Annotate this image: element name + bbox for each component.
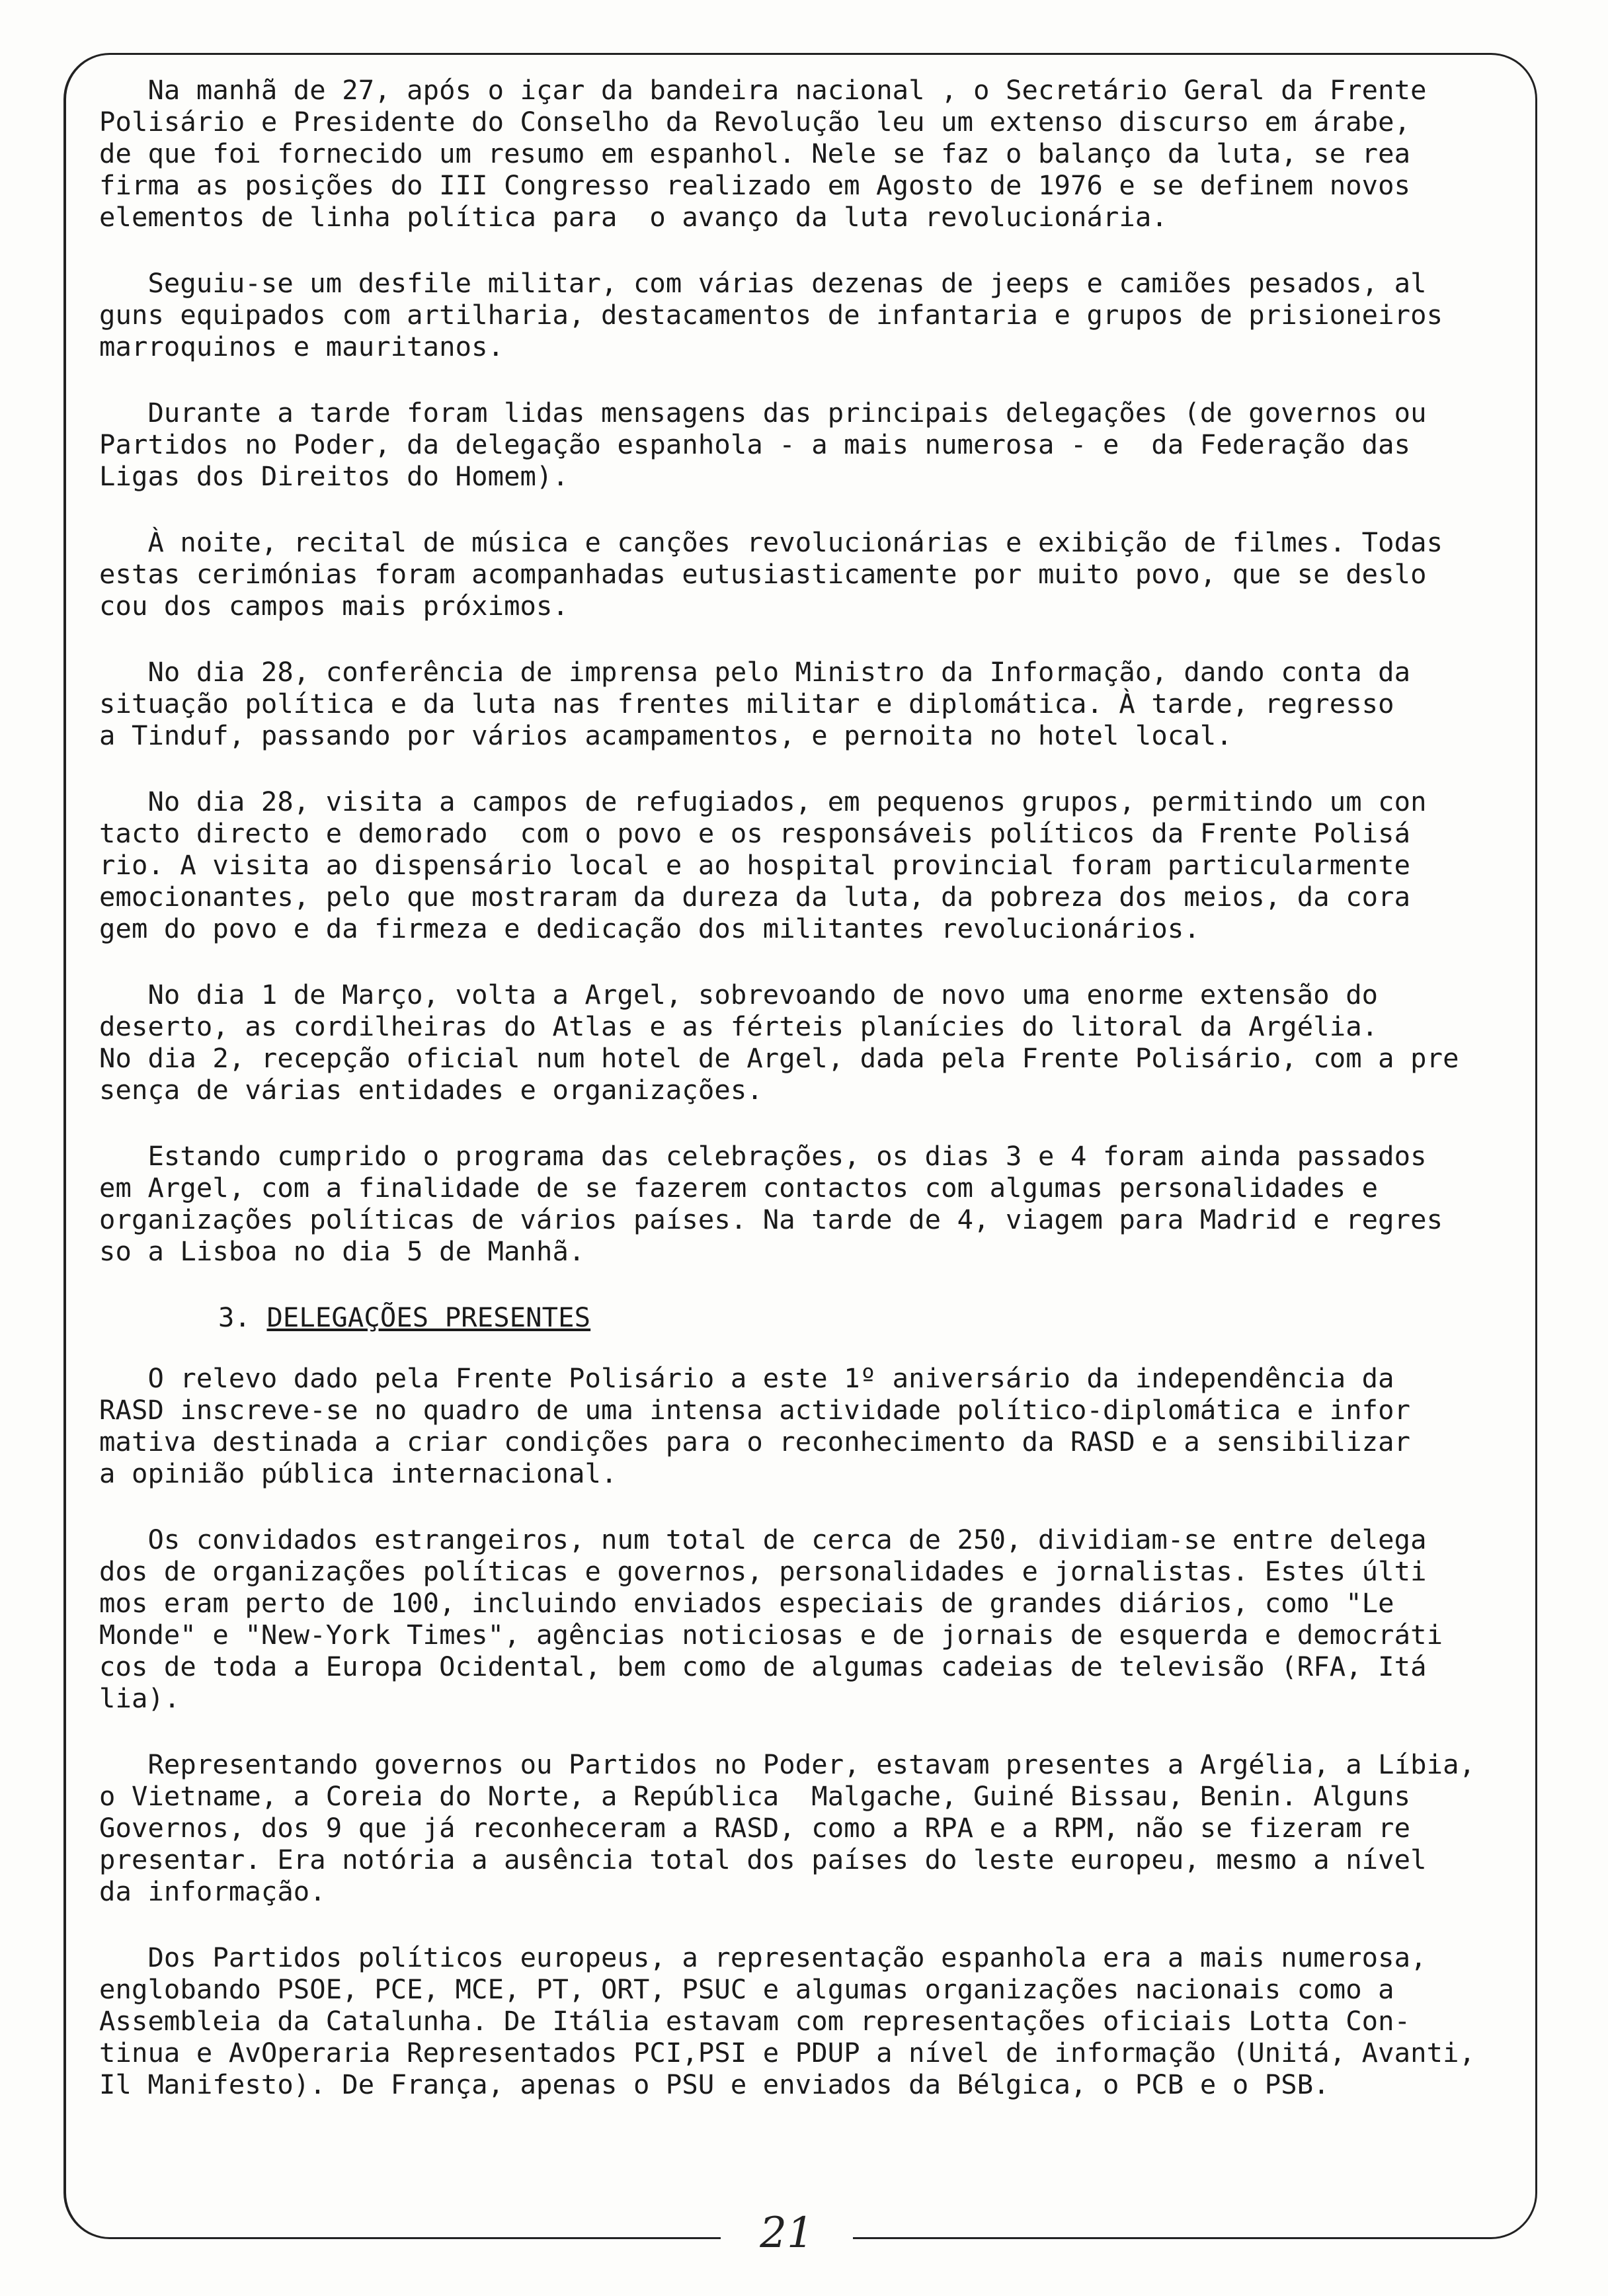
text-line: Polisário e Presidente do Conselho da Revolução leu um extenso discurso em árabe, [99, 106, 1411, 138]
text-line: cou dos campos mais próximos. [99, 590, 569, 622]
page-number: 21 [721, 2209, 853, 2258]
text-line: Representando governos ou Partidos no Poder, estavam presentes a Argélia, a Líbia, [99, 1748, 1476, 1780]
text-line: Os convidados estrangeiros, num total de cerca de 250, dividiam-se entre delega [99, 1524, 1427, 1555]
paragraph [99, 786, 1501, 944]
text-line: RASD inscreve-se no quadro de uma intensa actividade político-diplomática e infor [99, 1394, 1411, 1426]
text-line: marroquinos e mauritanos. [99, 331, 504, 362]
text-line: Governos, dos 9 que já reconheceram a RASD, como a RPA e a RPM, não se fizeram re [99, 1812, 1411, 1844]
text-line: rio. A visita ao dispensário local e ao hospital provincial foram particularmente [99, 849, 1411, 881]
text-line: a opinião pública internacional. [99, 1457, 618, 1489]
paragraph [99, 1140, 1501, 1267]
text-line: Dos Partidos políticos europeus, a representação espanhola era a mais numerosa, [99, 1942, 1427, 1973]
text-line: Durante a tarde foram lidas mensagens das principais delegações (de governos ou [99, 397, 1427, 429]
text-line: Ligas dos Direitos do Homem). [99, 460, 569, 492]
text-line: da informação. [99, 1875, 326, 1907]
text-line: emocionantes, pelo que mostraram da dureza da luta, da pobreza dos meios, da cora [99, 881, 1411, 913]
text-line: No dia 2, recepção oficial num hotel de Argel, dada pela Frente Polisário, com a pre [99, 1042, 1459, 1074]
document-body [99, 74, 1501, 2135]
text-line: o Vietname, a Coreia do Norte, a República Malgache, Guiné Bissau, Benin. Alguns [99, 1780, 1411, 1812]
text-line: No dia 1 de Março, volta a Argel, sobrevoando de novo uma enorme extensão do [99, 979, 1379, 1010]
section-heading [218, 1301, 1501, 1333]
text-line: elementos de linha política para o avanço da luta revolucionária. [99, 201, 1168, 233]
text-line: Il Manifesto). De França, apenas o PSU e enviados da Bélgica, o PCB e o PSB. [99, 2069, 1330, 2100]
text-line: em Argel, com a finalidade de se fazerem contactos com algumas personalidades e [99, 1172, 1379, 1204]
text-line: cos de toda a Europa Ocidental, bem como de algumas cadeias de televisão (RFA, Itá [99, 1651, 1427, 1682]
paragraphs-before-heading [99, 74, 1501, 1267]
text-line: Assembleia da Catalunha. De Itália estavam com representações oficiais Lotta Con- [99, 2005, 1411, 2037]
paragraph [99, 656, 1501, 751]
paragraphs-after-heading [99, 1362, 1501, 2100]
text-line: mativa destinada a criar condições para o reconhecimento da RASD e a sensibilizar [99, 1426, 1411, 1457]
section-title: DELEGAÇÕES PRESENTES [266, 1301, 591, 1333]
text-line: guns equipados com artilharia, destacamentos de infantaria e grupos de prisioneiros [99, 299, 1443, 331]
text-line: No dia 28, visita a campos de refugiados, em pequenos grupos, permitindo um con [99, 786, 1427, 817]
text-line: Monde" e "New-York Times", agências noticiosas e de jornais de esquerda e democráti [99, 1619, 1443, 1651]
text-line: Seguiu-se um desfile militar, com várias dezenas de jeeps e camiões pesados, al [99, 267, 1427, 299]
text-line: mos eram perto de 100, incluindo enviados especiais de grandes diários, como "Le [99, 1587, 1394, 1619]
paragraph [99, 397, 1501, 492]
text-line: Na manhã de 27, após o içar da bandeira nacional , o Secretário Geral da Frente [99, 74, 1427, 106]
text-line: À noite, recital de música e canções revolucionárias e exibição de filmes. Todas [99, 526, 1443, 558]
text-line: Estando cumprido o programa das celebrações, os dias 3 e 4 foram ainda passados [99, 1140, 1427, 1172]
text-line: tacto directo e demorado com o povo e os responsáveis políticos da Frente Polisá [99, 817, 1411, 849]
text-line: No dia 28, conferência de imprensa pelo Ministro da Informação, dando conta da [99, 656, 1411, 688]
text-line: englobando PSOE, PCE, MCE, PT, ORT, PSUC e algumas organizações nacionais como a [99, 1973, 1394, 2005]
text-line: de que foi fornecido um resumo em espanhol. Nele se faz o balanço da luta, se rea [99, 138, 1411, 169]
text-line: organizações políticas de vários países. Na tarde de 4, viagem para Madrid e regres [99, 1204, 1443, 1235]
text-line: tinua e AvOperaria Representados PCI,PSI e PDUP a nível de informação (Unitá, Avanti, [99, 2037, 1476, 2069]
text-line: situação política e da luta nas frentes militar e diplomática. À tarde, regresso [99, 688, 1394, 719]
text-line: presentar. Era notória a ausência total dos países do leste europeu, mesmo a nível [99, 1844, 1427, 1875]
text-line: deserto, as cordilheiras do Atlas e as férteis planícies do litoral da Argélia. [99, 1010, 1379, 1042]
text-line: firma as posições do III Congresso realizado em Agosto de 1976 e se definem novos [99, 169, 1411, 201]
paragraph [99, 74, 1501, 233]
text-line: so a Lisboa no dia 5 de Manhã. [99, 1235, 585, 1267]
text-line: Partidos no Poder, da delegação espanhola - a mais numerosa - e da Federação das [99, 429, 1411, 460]
section-number: 3. [218, 1301, 251, 1333]
paragraph [99, 979, 1501, 1106]
text-line: dos de organizações políticas e governos, personalidades e jornalistas. Estes últi [99, 1555, 1427, 1587]
paragraph [99, 267, 1501, 362]
text-line: sença de várias entidades e organizações. [99, 1074, 763, 1106]
paragraph [99, 1362, 1501, 1489]
text-line: a Tinduf, passando por vários acampamentos, e pernoita no hotel local. [99, 719, 1232, 751]
paragraph [99, 526, 1501, 622]
text-line: gem do povo e da firmeza e dedicação dos militantes revolucionários. [99, 913, 1200, 944]
text-line: O relevo dado pela Frente Polisário a este 1º aniversário da independência da [99, 1362, 1394, 1394]
paragraph [99, 1748, 1501, 1907]
paragraph [99, 1524, 1501, 1714]
text-line: lia). [99, 1682, 181, 1714]
text-line: estas cerimónias foram acompanhadas eutusiasticamente por muito povo, que se deslo [99, 558, 1427, 590]
paragraph [99, 1942, 1501, 2100]
